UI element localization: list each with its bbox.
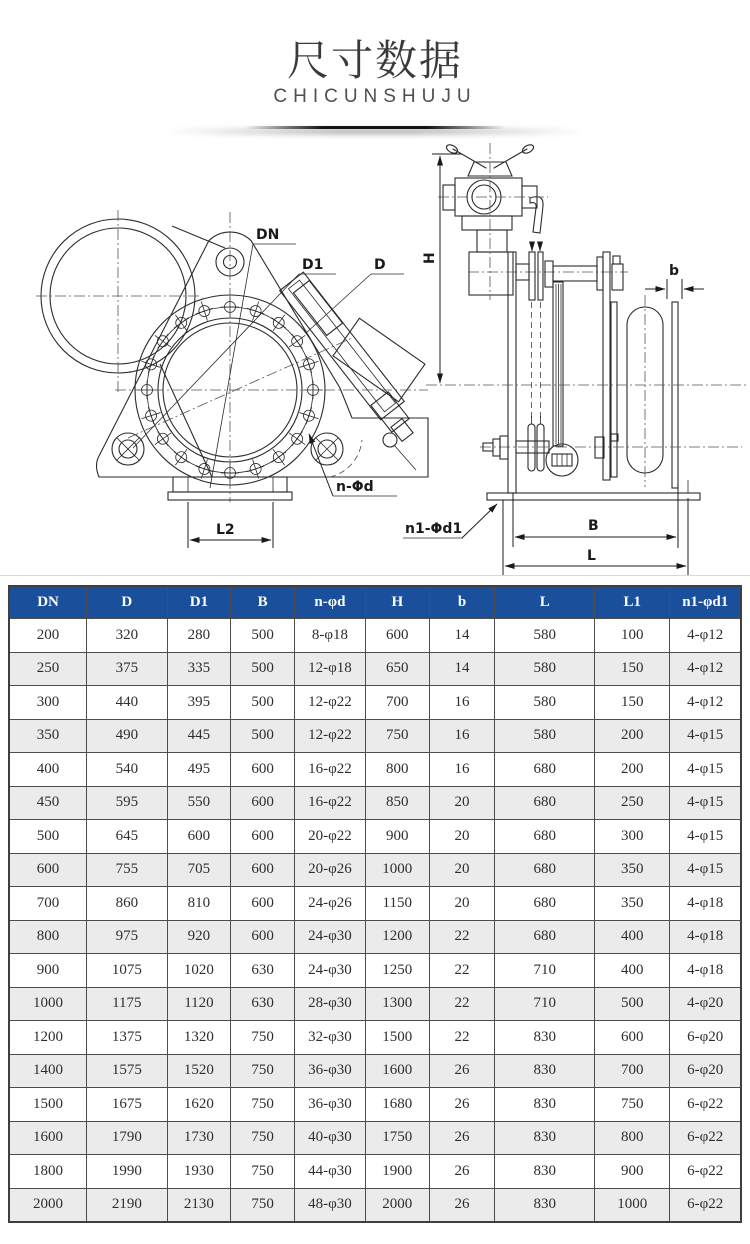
table-cell: 4-φ15 [670, 853, 741, 887]
table-row [9, 987, 741, 1021]
table-cell: 1320 [167, 1021, 231, 1055]
table-cell: 26 [429, 1188, 495, 1222]
table-cell: 680 [495, 853, 595, 887]
table-cell: 4-φ15 [670, 820, 741, 854]
page-header [0, 0, 750, 108]
table-cell: 12-φ22 [294, 686, 365, 720]
table-cell: 350 [595, 887, 670, 921]
table-cell: 830 [495, 1155, 595, 1189]
divider-line [245, 126, 505, 129]
table-cell: 500 [9, 820, 87, 854]
page-title: 尺寸数据 [286, 37, 463, 84]
table-cell: 20-φ26 [294, 853, 365, 887]
table-row [9, 686, 741, 720]
table-cell: 750 [231, 1088, 295, 1122]
table-cell: 250 [595, 786, 670, 820]
table-cell: 680 [495, 753, 595, 787]
table-cell: 400 [9, 753, 87, 787]
table-cell: 750 [231, 1188, 295, 1222]
table-cell: 1990 [87, 1155, 168, 1189]
table-body [9, 619, 741, 1223]
table-cell: 750 [231, 1021, 295, 1055]
table-cell: 550 [167, 786, 231, 820]
table-cell: 24-φ26 [294, 887, 365, 921]
table-cell: 900 [595, 1155, 670, 1189]
table-cell: 580 [495, 619, 595, 653]
table-cell: 2130 [167, 1188, 231, 1222]
page-subtitle: CHICUNSHUJU [273, 86, 477, 108]
table-cell: 26 [429, 1054, 495, 1088]
table-cell: 600 [231, 920, 295, 954]
screw-and-springs [528, 282, 563, 471]
table-cell: 600 [595, 1021, 670, 1055]
table-row [9, 1188, 741, 1222]
table-cell: 1000 [9, 987, 87, 1021]
table-row [9, 887, 741, 921]
table-row [9, 619, 741, 653]
table-cell: 650 [365, 652, 429, 686]
column-header: n1-φd1 [670, 586, 741, 619]
table-row [9, 1021, 741, 1055]
table-cell: 900 [365, 820, 429, 854]
dimension-b [645, 263, 704, 299]
table-cell: 750 [231, 1054, 295, 1088]
table-header [9, 586, 741, 619]
table-cell: 810 [167, 887, 231, 921]
table-cell: 22 [429, 987, 495, 1021]
table-cell: 4-φ18 [670, 954, 741, 988]
label-l2: L2 [216, 522, 235, 538]
table-cell: 850 [365, 786, 429, 820]
table-cell: 975 [87, 920, 168, 954]
table-cell: 1150 [365, 887, 429, 921]
table-cell: 300 [595, 820, 670, 854]
table-cell: 680 [495, 820, 595, 854]
table-cell: 16 [429, 719, 495, 753]
label-bb: B [588, 518, 599, 534]
table-cell: 710 [495, 954, 595, 988]
front-view [36, 210, 428, 548]
table-row [9, 753, 741, 787]
table-cell: 22 [429, 1021, 495, 1055]
table-cell: 6-φ22 [670, 1088, 741, 1122]
table-cell: 1900 [365, 1155, 429, 1189]
table-cell: 36-φ30 [294, 1088, 365, 1122]
table-cell: 16 [429, 686, 495, 720]
table-cell: 580 [495, 652, 595, 686]
table-cell: 600 [231, 887, 295, 921]
table-cell: 1200 [9, 1021, 87, 1055]
table-cell: 580 [495, 686, 595, 720]
table-cell: 400 [595, 954, 670, 988]
table-cell: 750 [595, 1088, 670, 1122]
table-cell: 1075 [87, 954, 168, 988]
label-n-phi-d: n-Φd [336, 479, 374, 495]
table-cell: 830 [495, 1188, 595, 1222]
table-cell: 14 [429, 652, 495, 686]
table-cell: 500 [231, 619, 295, 653]
table-cell: 12-φ22 [294, 719, 365, 753]
table-cell: 1600 [365, 1054, 429, 1088]
table-cell: 1600 [9, 1121, 87, 1155]
table-cell: 36-φ30 [294, 1054, 365, 1088]
table-cell: 12-φ18 [294, 652, 365, 686]
label-b: b [669, 263, 680, 279]
table-cell: 20 [429, 786, 495, 820]
table-cell: 1000 [595, 1188, 670, 1222]
table-cell: 600 [9, 853, 87, 887]
table-cell: 755 [87, 853, 168, 887]
table-cell: 1500 [9, 1088, 87, 1122]
table-cell: 700 [365, 686, 429, 720]
table-cell: 200 [595, 719, 670, 753]
table-cell: 800 [595, 1121, 670, 1155]
table-cell: 1680 [365, 1088, 429, 1122]
table-cell: 600 [365, 619, 429, 653]
table-cell: 830 [495, 1088, 595, 1122]
table-cell: 500 [595, 987, 670, 1021]
table-cell: 16-φ22 [294, 753, 365, 787]
table-cell: 22 [429, 920, 495, 954]
table-cell: 44-φ30 [294, 1155, 365, 1189]
label-d: D [374, 257, 386, 273]
table-cell: 860 [87, 887, 168, 921]
table-cell: 900 [9, 954, 87, 988]
table-cell: 20 [429, 820, 495, 854]
table-cell: 680 [495, 786, 595, 820]
table-cell: 1575 [87, 1054, 168, 1088]
top-shaft [468, 242, 628, 300]
column-header: DN [9, 586, 87, 619]
table-cell: 705 [167, 853, 231, 887]
table-cell: 1730 [167, 1121, 231, 1155]
table-row [9, 820, 741, 854]
table-cell: 1750 [365, 1121, 429, 1155]
table-cell: 16 [429, 753, 495, 787]
table-header-row [9, 586, 741, 619]
table-cell: 500 [231, 686, 295, 720]
table-cell: 4-φ18 [670, 887, 741, 921]
divider-shadow [165, 129, 585, 134]
table-cell: 680 [495, 887, 595, 921]
table-cell: 1790 [87, 1121, 168, 1155]
dimension-l2 [188, 502, 273, 548]
table-top-rule [0, 575, 750, 576]
table-cell: 2190 [87, 1188, 168, 1222]
table-cell: 495 [167, 753, 231, 787]
table-cell: 26 [429, 1088, 495, 1122]
table-cell: 20 [429, 887, 495, 921]
table-cell: 800 [9, 920, 87, 954]
table-cell: 1200 [365, 920, 429, 954]
table-cell: 1930 [167, 1155, 231, 1189]
column-header: B [231, 586, 295, 619]
column-header: L [495, 586, 595, 619]
table-cell: 200 [9, 619, 87, 653]
label-h: H [422, 252, 438, 264]
table-cell: 1620 [167, 1088, 231, 1122]
screw-assembly [280, 272, 425, 441]
column-header: H [365, 586, 429, 619]
base-plate [487, 480, 700, 500]
dimension-table [8, 585, 742, 1223]
table-cell: 14 [429, 619, 495, 653]
table-cell: 600 [167, 820, 231, 854]
dimension-n1-phi-d1 [403, 504, 497, 538]
table-cell: 4-φ12 [670, 686, 741, 720]
table-cell: 490 [87, 719, 168, 753]
table-cell: 1500 [365, 1021, 429, 1055]
table-row [9, 1155, 741, 1189]
table-cell: 4-φ12 [670, 652, 741, 686]
table-cell: 100 [595, 619, 670, 653]
table-cell: 1250 [365, 954, 429, 988]
table-cell: 6-φ20 [670, 1054, 741, 1088]
table-cell: 500 [231, 652, 295, 686]
table-cell: 16-φ22 [294, 786, 365, 820]
table-cell: 20 [429, 853, 495, 887]
table-cell: 395 [167, 686, 231, 720]
table-row [9, 853, 741, 887]
table-cell: 1000 [365, 853, 429, 887]
table-cell: 440 [87, 686, 168, 720]
goggle-capsule [627, 295, 663, 487]
table-cell: 830 [495, 1054, 595, 1088]
table-cell: 1020 [167, 954, 231, 988]
column-header: D [87, 586, 168, 619]
table-cell: 2000 [365, 1188, 429, 1222]
column-header: b [429, 586, 495, 619]
table-cell: 800 [365, 753, 429, 787]
table-cell: 4-φ15 [670, 786, 741, 820]
table-cell: 1520 [167, 1054, 231, 1088]
side-view [403, 143, 748, 575]
table-cell: 630 [231, 954, 295, 988]
table-cell: 700 [595, 1054, 670, 1088]
table-cell: 24-φ30 [294, 920, 365, 954]
table-cell: 6-φ22 [670, 1155, 741, 1189]
table-cell: 680 [495, 920, 595, 954]
table-cell: 450 [9, 786, 87, 820]
flange-centerlines [115, 212, 428, 502]
table-cell: 1800 [9, 1155, 87, 1189]
table-cell: 595 [87, 786, 168, 820]
table-cell: 750 [231, 1155, 295, 1189]
table-cell: 6-φ22 [670, 1121, 741, 1155]
actuator-handwheel [438, 143, 548, 300]
table-cell: 1675 [87, 1088, 168, 1122]
table-cell: 6-φ22 [670, 1188, 741, 1222]
table-cell: 700 [9, 887, 87, 921]
table-cell: 2000 [9, 1188, 87, 1222]
table-row [9, 1054, 741, 1088]
table-cell: 1120 [167, 987, 231, 1021]
table-cell: 1375 [87, 1021, 168, 1055]
table-cell: 1300 [365, 987, 429, 1021]
table-cell: 350 [9, 719, 87, 753]
table-cell: 26 [429, 1121, 495, 1155]
table-cell: 445 [167, 719, 231, 753]
table-cell: 600 [231, 753, 295, 787]
table-row [9, 920, 741, 954]
column-header: D1 [167, 586, 231, 619]
table-cell: 400 [595, 920, 670, 954]
table-cell: 1400 [9, 1054, 87, 1088]
upper-ring [36, 210, 202, 392]
table-cell: 24-φ30 [294, 954, 365, 988]
table-cell: 320 [87, 619, 168, 653]
table-cell: 630 [231, 987, 295, 1021]
column-header: L1 [595, 586, 670, 619]
table-cell: 500 [231, 719, 295, 753]
table-cell: 32-φ30 [294, 1021, 365, 1055]
table-row [9, 954, 741, 988]
table-cell: 4-φ15 [670, 753, 741, 787]
label-n1-phi-d1: n1-Φd1 [405, 521, 463, 537]
table-cell: 750 [365, 719, 429, 753]
table-cell: 200 [595, 753, 670, 787]
table-cell: 600 [231, 786, 295, 820]
table-cell: 750 [231, 1121, 295, 1155]
column-header: n-φd [294, 586, 365, 619]
table-cell: 335 [167, 652, 231, 686]
label-l: L [587, 548, 596, 564]
table-cell: 250 [9, 652, 87, 686]
valve-technical-drawing [0, 140, 750, 575]
frame-plates [508, 252, 678, 493]
table-row [9, 1088, 741, 1122]
table-cell: 4-φ12 [670, 619, 741, 653]
table-cell: 4-φ20 [670, 987, 741, 1021]
table-cell: 150 [595, 652, 670, 686]
table-cell: 26 [429, 1155, 495, 1189]
table-row [9, 786, 741, 820]
table-row [9, 652, 741, 686]
table-cell: 4-φ18 [670, 920, 741, 954]
table-cell: 280 [167, 619, 231, 653]
table-row [9, 719, 741, 753]
table-cell: 28-φ30 [294, 987, 365, 1021]
table-cell: 830 [495, 1121, 595, 1155]
table-cell: 710 [495, 987, 595, 1021]
dimension-h [422, 154, 748, 385]
table-cell: 6-φ20 [670, 1021, 741, 1055]
table-cell: 40-φ30 [294, 1121, 365, 1155]
table-cell: 22 [429, 954, 495, 988]
table-cell: 1175 [87, 987, 168, 1021]
table-row [9, 1121, 741, 1155]
label-dn: DN [256, 227, 280, 243]
table-cell: 150 [595, 686, 670, 720]
table-cell: 48-φ30 [294, 1188, 365, 1222]
label-d1: D1 [302, 257, 324, 273]
table-cell: 920 [167, 920, 231, 954]
table-cell: 4-φ15 [670, 719, 741, 753]
table-cell: 375 [87, 652, 168, 686]
table-cell: 540 [87, 753, 168, 787]
table-cell: 8-φ18 [294, 619, 365, 653]
table-cell: 645 [87, 820, 168, 854]
table-cell: 580 [495, 719, 595, 753]
table-cell: 830 [495, 1021, 595, 1055]
table-cell: 350 [595, 853, 670, 887]
table-cell: 300 [9, 686, 87, 720]
table-cell: 20-φ22 [294, 820, 365, 854]
table-cell: 600 [231, 853, 295, 887]
table-cell: 600 [231, 820, 295, 854]
